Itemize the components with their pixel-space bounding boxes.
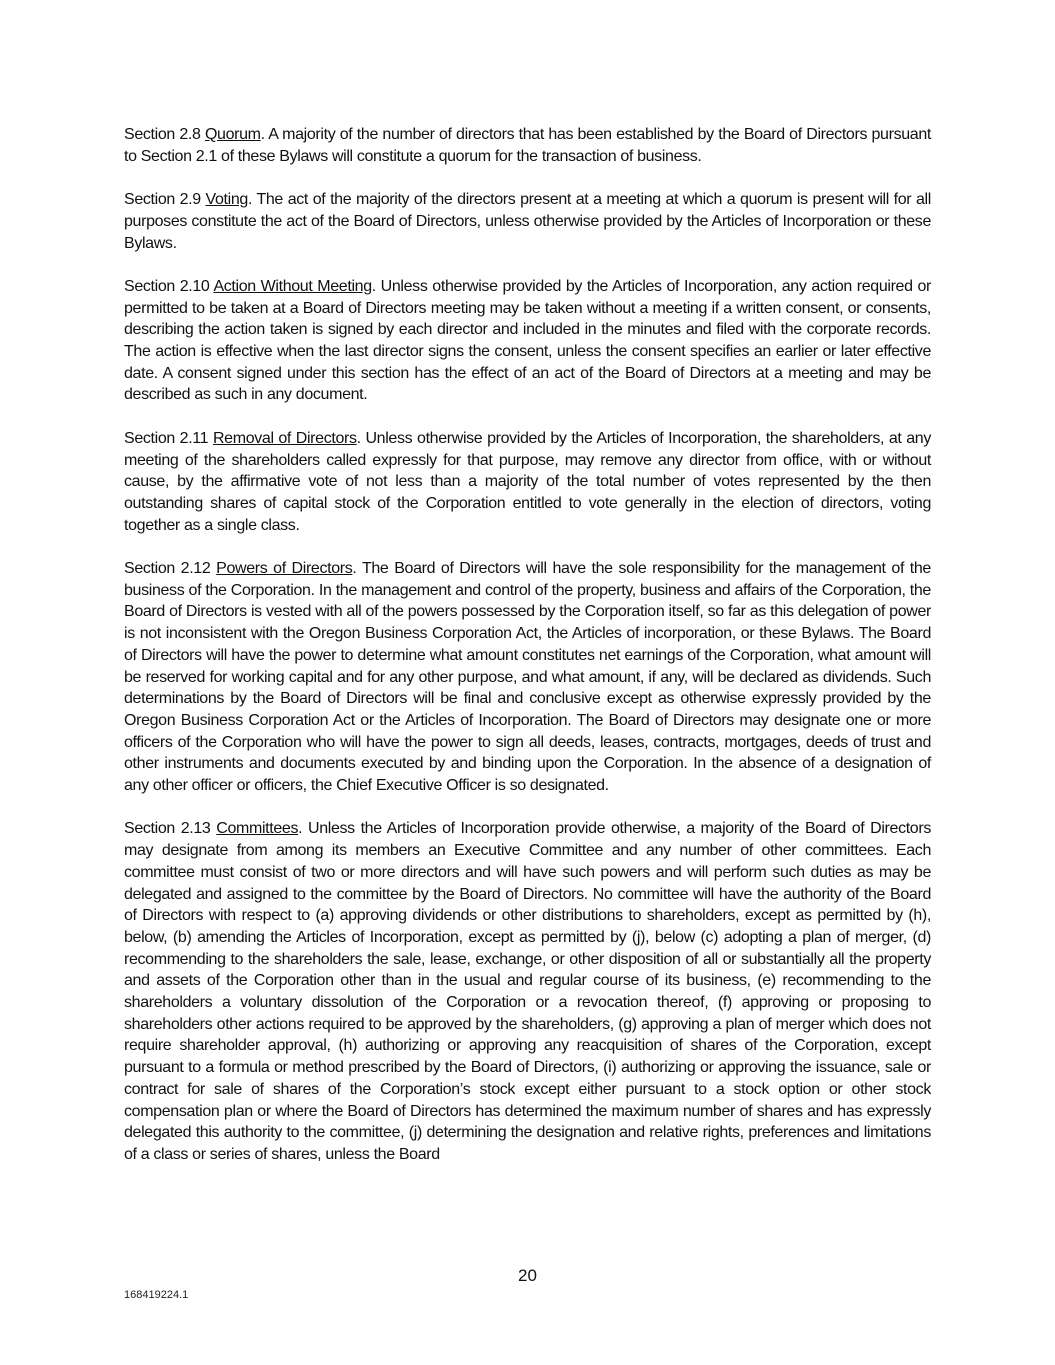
page-number: 20 bbox=[518, 1266, 537, 1285]
section-body: . The act of the majority of the directors present at a meeting at which a quorum is present will for all purposes constitute the act of the Board of Directors, unless otherwise provided by the Articles of Incorporation or these Bylaws. bbox=[124, 191, 931, 252]
section-2-12-paragraph bbox=[124, 558, 931, 797]
document-body bbox=[124, 124, 931, 1187]
section-heading: Voting bbox=[205, 191, 248, 209]
section-number: Section 2.9 bbox=[124, 191, 201, 209]
section-body: . Unless otherwise provided by the Articles of Incorporation, the shareholders, at any meeting of the shareholders called expressly for that purpose, may remove any director from office, with or without cause, by the affirmative vote of not less than a majority of the total number of votes represented by the then outstanding shares of capital stock of the Corporation entitled to vote generally in the election of directors, voting together as a single class. bbox=[124, 429, 931, 534]
section-heading: Quorum bbox=[204, 126, 261, 143]
section-number: Section 2.10 bbox=[124, 277, 210, 295]
section-number: Section 2.8 bbox=[124, 126, 201, 143]
section-2-9-paragraph bbox=[124, 189, 931, 254]
section-2-13-paragraph bbox=[124, 818, 931, 1165]
section-number: Section 2.12 bbox=[124, 560, 211, 577]
section-heading: Removal of Directors bbox=[212, 429, 357, 447]
section-body: . The Board of Directors will have the sole responsibility for the management of the business of the Corporation. In the management and control of the property, business and affairs of the Corporation, the Board of Directors is vested with all of the powers possessed by the Corporation itself, so far as this delegation of power is not inconsistent with the Oregon Business Corporation Act, the Articles of incorporation, or these Bylaws. The Board of Directors will have the power to determine what amount constitutes net earnings of the Corporation, what amount will be reserved for working capital and for any other purpose, and what amount, if any, will be declared as dividends. Such determinations by the Board of Directors will be final and conclusive except as otherwise expressly provided by the Oregon Business Corporation Act or the Articles of Incorporation. The Board of Directors may designate one or more officers of the Corporation who will have the power to sign all deeds, leases, contracts, mortgages, deeds of trust and other instruments and documents executed by and binding upon the Corporation. In the absence of a designation of any other officer or officers, the Chief Executive Officer is so designated. bbox=[124, 560, 931, 795]
section-heading: Committees bbox=[216, 820, 299, 838]
section-2-10-paragraph bbox=[124, 276, 931, 406]
section-2-11-paragraph bbox=[124, 428, 931, 537]
section-number: Section 2.11 bbox=[124, 429, 209, 447]
section-body: . Unless the Articles of Incorporation provide otherwise, a majority of the Board of Directors may designate from among its members an Executive Committee and any number of other committees. Each committee must consist of two or more directors and will have such powers and will perform such duties as may be delegated and assigned to the committee by the Board of Directors. No committee will have the authority of the Board of Directors with respect to (a) approving dividends or other distributions to shareholders, except as permitted by (h), below, (b) amending the Articles of Incorporation, except as permitted by (j), below (c) adopting a plan of merger, (d) recommending to the shareholders the sale, lease, exchange, or other disposition of all or substantially all the property and assets of the Corporation other than in the usual and regular course of its business, (e) recommending to the shareholders a voluntary dissolution of the Corporation or a revocation thereof, (f) approving or proposing to shareholders other actions required to be approved by the shareholders, (g) approving a plan of merger which does not require shareholder approval, (h) authorizing or approving any reacquisition of shares of the Corporation, except pursuant to a formula or method prescribed by the Board of Directors, (i) authorizing or approving the issuance, sale or contract for sale of shares of the Corporation’s stock except either pursuant to a stock option or other stock compensation plan or where the Board of Directors has determined the maximum number of shares and has expressly delegated this authority to the committee, (j) determining the designation and relative rights, preferences and limitations of a class or series of shares, unless the Board bbox=[124, 820, 931, 1163]
section-body: . Unless otherwise provided by the Articles of Incorporation, any action required or permitted to be taken at a Board of Directors meeting may be taken without a meeting if a written consent, or consents, describing the action taken is signed by each director and included in the minutes and filed with the corporate records. The action is effective when the last director signs the consent, unless the consent specifies an earlier or later effective date. A consent signed under this section has the effect of an act of the Board of Directors at a meeting and may be described as such in any document. bbox=[124, 277, 931, 404]
section-heading: Powers of Directors bbox=[216, 560, 353, 577]
section-number: Section 2.13 bbox=[124, 820, 211, 838]
section-2-8-paragraph bbox=[124, 124, 931, 167]
section-heading: Action Without Meeting bbox=[213, 277, 372, 295]
document-id: 168419224.1 bbox=[124, 1289, 189, 1301]
section-body: . A majority of the number of directors that has been established by the Board of Directors pursuant to Section 2.1 of these Bylaws will constitute a quorum for the transaction of business. bbox=[124, 126, 931, 165]
